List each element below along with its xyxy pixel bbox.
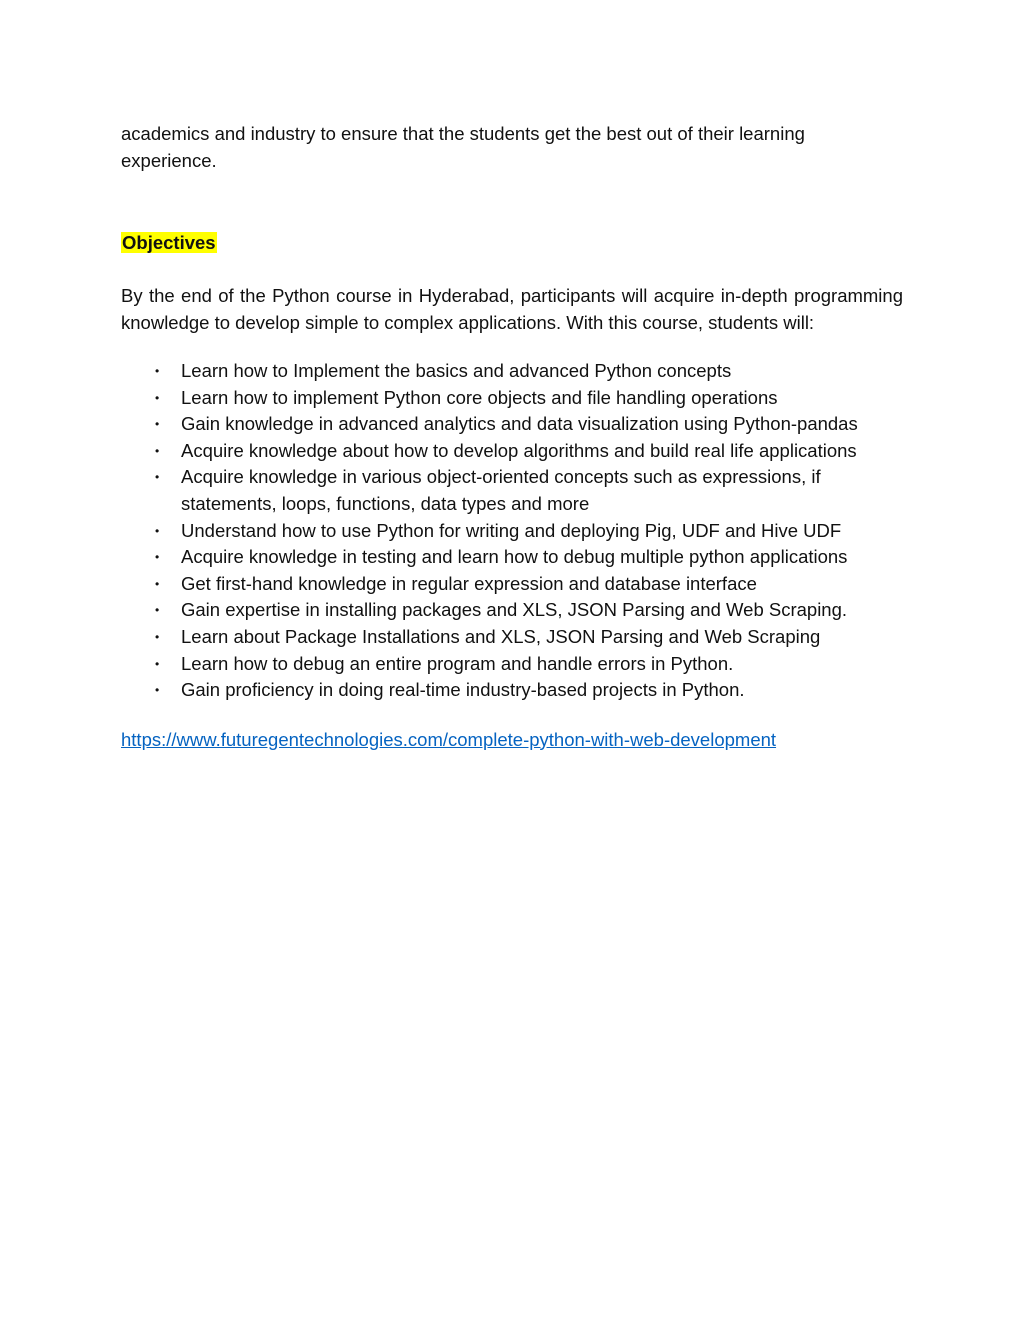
bullet-icon: •	[155, 443, 160, 458]
list-item-text: Learn about Package Installations and XLS, JSON Parsing and Web Scraping	[181, 625, 821, 647]
list-item-text: Acquire knowledge in various object-oriented concepts such as expressions, if statements, loops, functions, data types and more	[181, 466, 821, 514]
bullet-icon: •	[155, 603, 160, 618]
bullet-icon: •	[155, 390, 160, 405]
list-item	[121, 677, 911, 704]
list-item	[121, 544, 911, 571]
bullet-icon: •	[155, 576, 160, 591]
list-item-text: Acquire knowledge in testing and learn how to debug multiple python applications	[181, 546, 848, 568]
course-link[interactable]: https://www.futuregentechnologies.com/complete-python-with-web-development	[121, 728, 777, 750]
list-item-text: Understand how to use Python for writing and deploying Pig, UDF and Hive UDF	[181, 519, 842, 541]
list-item	[121, 624, 911, 651]
intro-paragraph: academics and industry to ensure that the students get the best out of their learning experience.	[121, 123, 805, 171]
bullet-icon: •	[155, 417, 160, 432]
objectives-list	[121, 358, 903, 704]
bullet-icon: •	[155, 656, 160, 671]
list-item	[121, 597, 911, 624]
bullet-icon: •	[155, 470, 160, 485]
list-item	[121, 571, 911, 598]
list-item	[121, 518, 911, 545]
list-item	[121, 358, 911, 385]
bullet-icon: •	[155, 364, 160, 378]
list-item-text: Gain proficiency in doing real-time industry-based projects in Python.	[181, 679, 745, 701]
list-item-text: Learn how to implement Python core objects and file handling operations	[181, 386, 778, 408]
list-item-text: Gain knowledge in advanced analytics and data visualization using Python-pandas	[181, 413, 858, 435]
bullet-icon: •	[155, 550, 160, 565]
list-item	[121, 464, 911, 517]
objectives-heading-wrapper	[121, 229, 903, 258]
list-item	[121, 411, 911, 438]
bullet-icon: •	[155, 523, 160, 538]
bullet-icon: •	[155, 683, 160, 698]
list-item-text: Learn how to debug an entire program and handle errors in Python.	[181, 652, 734, 674]
list-item	[121, 651, 911, 678]
bullet-icon: •	[155, 629, 160, 644]
list-item-text: Gain expertise in installing packages and XLS, JSON Parsing and Web Scraping.	[181, 599, 848, 621]
objectives-heading: Objectives	[122, 232, 216, 253]
list-item-text: Learn how to Implement the basics and advanced Python concepts	[181, 360, 732, 381]
list-item	[121, 385, 911, 412]
objectives-paragraph: By the end of the Python course in Hyderabad, participants will acquire in-depth programming knowledge to develop simple to complex applications. With this course, students will:	[121, 285, 903, 333]
list-item-text: Get first-hand knowledge in regular expression and database interface	[181, 572, 757, 594]
list-item	[121, 438, 911, 465]
list-item-text: Acquire knowledge about how to develop algorithms and build real life applications	[181, 439, 857, 461]
